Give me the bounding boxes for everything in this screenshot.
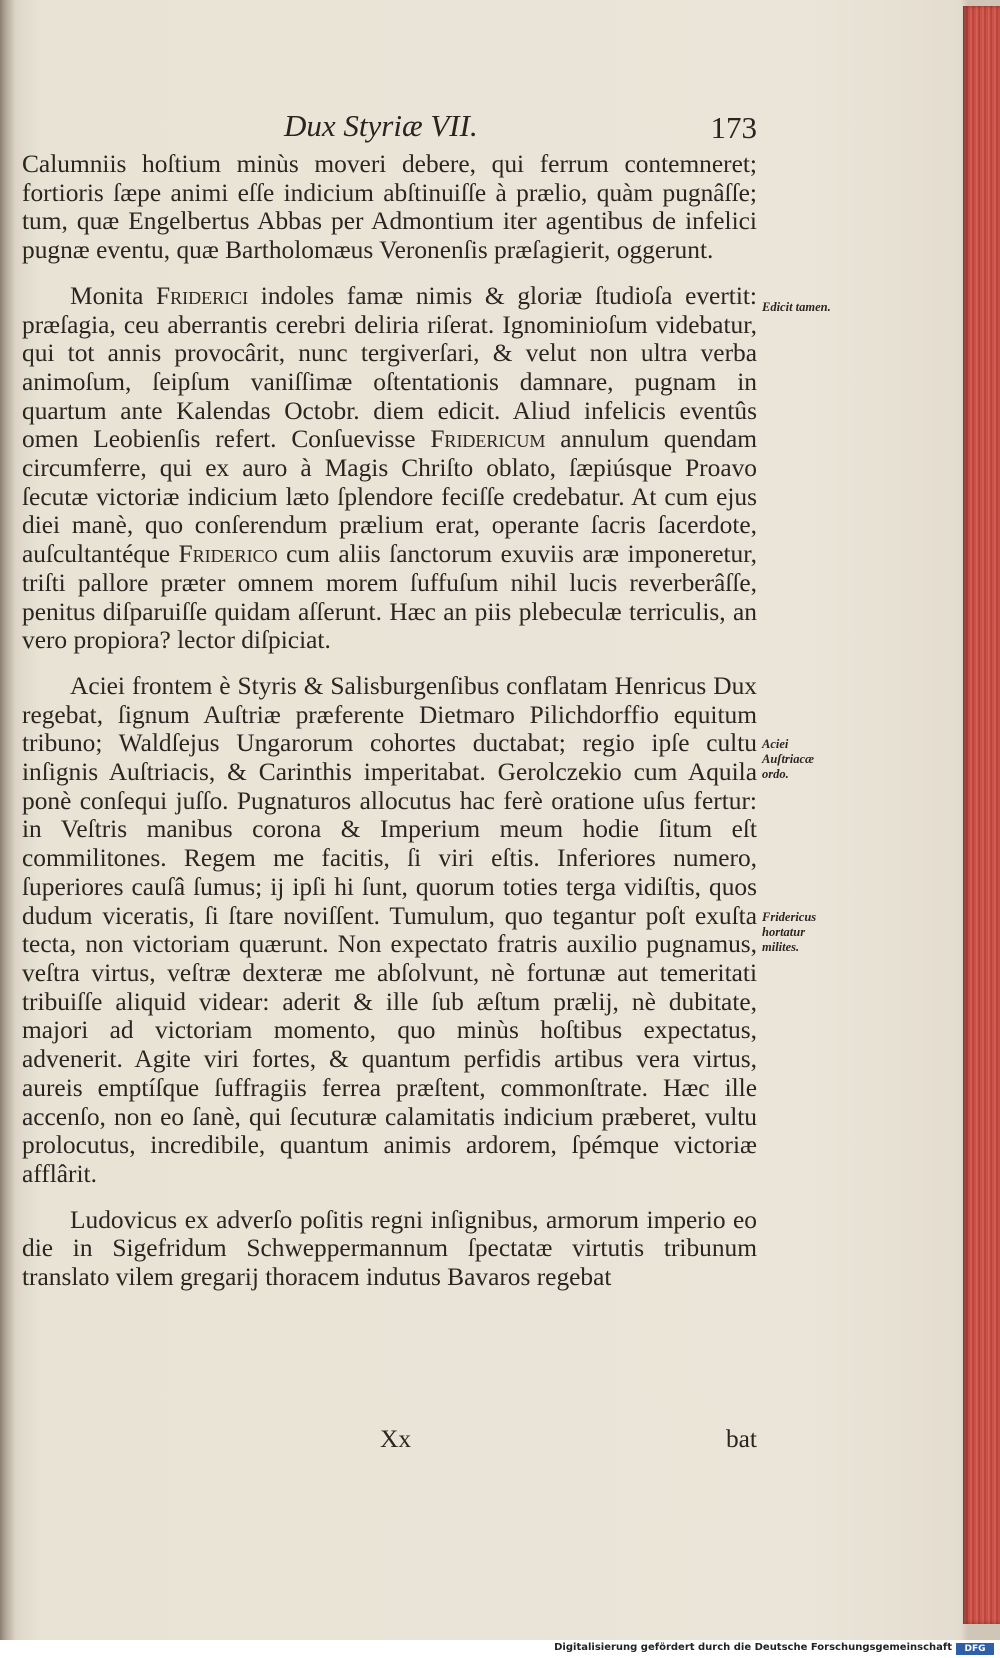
signature-mark: Xx (380, 1425, 412, 1453)
margin-note-edicit: Edicit tamen. (762, 300, 831, 314)
paragraph-2-text: annulum quendam circumferre, qui ex auro à Magis Chriſto oblato, ſæpiúsque Proavo ſecutæ victoriæ indicium læto ſplendore feciſſe credebatur. At cum ejus diei manè, quo conſerendum prælium erat, operante ſacris ſacerdote, auſcultantéque (22, 425, 758, 569)
digitization-notice: Digitalisierung gefördert durch die Deutsche Forschungsgemeinschaft (554, 1642, 952, 1653)
dfg-logo: DFG (956, 1643, 994, 1655)
digitization-bar (0, 1640, 1000, 1658)
page-header (22, 108, 757, 148)
paragraph-4: Ludovicus ex adverſo poſitis regni inſignibus, armorum imperio eo die in Sigefridum Schweppermannum ſpectatæ virtutis tribunum translato vilem gregarij thoracem indutus Bavaros regebat (22, 1205, 757, 1292)
paragraph-3: Aciei frontem è Styris & Salisburgenſibus conflatam Henricus Dux regebat, ſignum Auſtriæ præferente Dietmaro Pilichdorffio equitum tribuno; Waldſejus Ungarorum cohortes ductabat; regio ipſe cultu inſignis Auſtriacis, & Carinthis imperitabat. Gerolczekio cum Aquila ponè conſequi juſſo. Pugnaturos allocutus hac ferè oratione uſus fertur: in Veſtris manibus corona & Imperium meum hodie ſitum eſt commilitones. Regem me facitis, ſi viri eſtis. Inferiores numero, ſuperiores cauſâ ſumus; ij ipſi hi ſunt, quorum toties terga vidiſtis, quos dudum viceratis, ſi ſtare noviſſent. Tumulum, quo tegantur poſt exuſta tecta, non victoriam quærunt. Non expectato fratris auxilio pugnamus, veſtra virtus, veſtræ dexteræ me abſolvunt, nè fortunæ aut temeritati tribuiſſe aliquid videar: aderit & ille ſub æſtum prælij, nè dubitate, majori ad victoriam momento, quo minùs hoſtibus expectatus, advenerit. Agite viri fortes, & quantum perfidis artibus vera virtus, aureis emptíſque ſuffragiis ferrea præſtent, commonſtrate. Hæc ille accenſo, non eo ſanè, qui ſecuturæ calamitatis indicium præberet, vultu prolocutus, incredibile, quantum animis ardorem, ſpémque victoriæ afflârit. (22, 671, 757, 1188)
paragraph-1: Calumniis hoſtium minùs moveri debere, qui ferrum contemneret; fortioris ſæpe animi eſſe indicium abſtinuiſſe à prælio, quàm pugnâſſe; tum, quæ Engelbertus Abbas per Admontium iter agentibus de infelici pugnæ eventu, quæ Bartholomæus Veronenſis præſagierit, oggerunt. (22, 150, 757, 265)
paragraph-2-text: Monita (70, 281, 156, 310)
catchword: bat (725, 1425, 757, 1453)
paragraph-2 (22, 282, 757, 655)
page-footer (22, 1425, 757, 1459)
body-text (22, 150, 757, 1309)
book-page-edge (963, 6, 1000, 1624)
margin-note-aciei: Aciei Auſtriacæ ordo. (762, 737, 815, 781)
paragraph-2-text: indoles famæ nimis & gloriæ ſtudioſa evertit: præſagia, ceu aberrantis cerebri deliria riſerat. Ignominioſum videbatur, qui tot annis provocârit, nunc tergiverſari, & velut non ultra verba animoſum, ſeipſum vaniſſimæ oſtentationis damnare, pugnam in quartum ante Kalendas Octobr. diem edicit. Aliud infelicis eventûs omen Leobienſis refert. Conſuevisse (22, 281, 757, 454)
running-title: Dux Styriæ VII. (284, 108, 478, 143)
name-friderici: Friderici (156, 281, 249, 310)
paragraph-2-text: cum aliis ſanctorum exuviis aræ imponeretur, triſti pallore præter omnem morem ſuffuſum nihil lucis reverberâſſe, penitus diſparuiſſe quidam aſſerunt. Hæc an piis plebeculæ terriculis, an vero propiora? lector diſpiciat. (22, 540, 758, 655)
name-fridericum: Fridericum (430, 425, 546, 454)
page-number: 173 (710, 110, 757, 145)
margin-note-fridericus: Fridericus hortatur milites. (762, 910, 817, 954)
name-friderico: Friderico (178, 540, 278, 569)
